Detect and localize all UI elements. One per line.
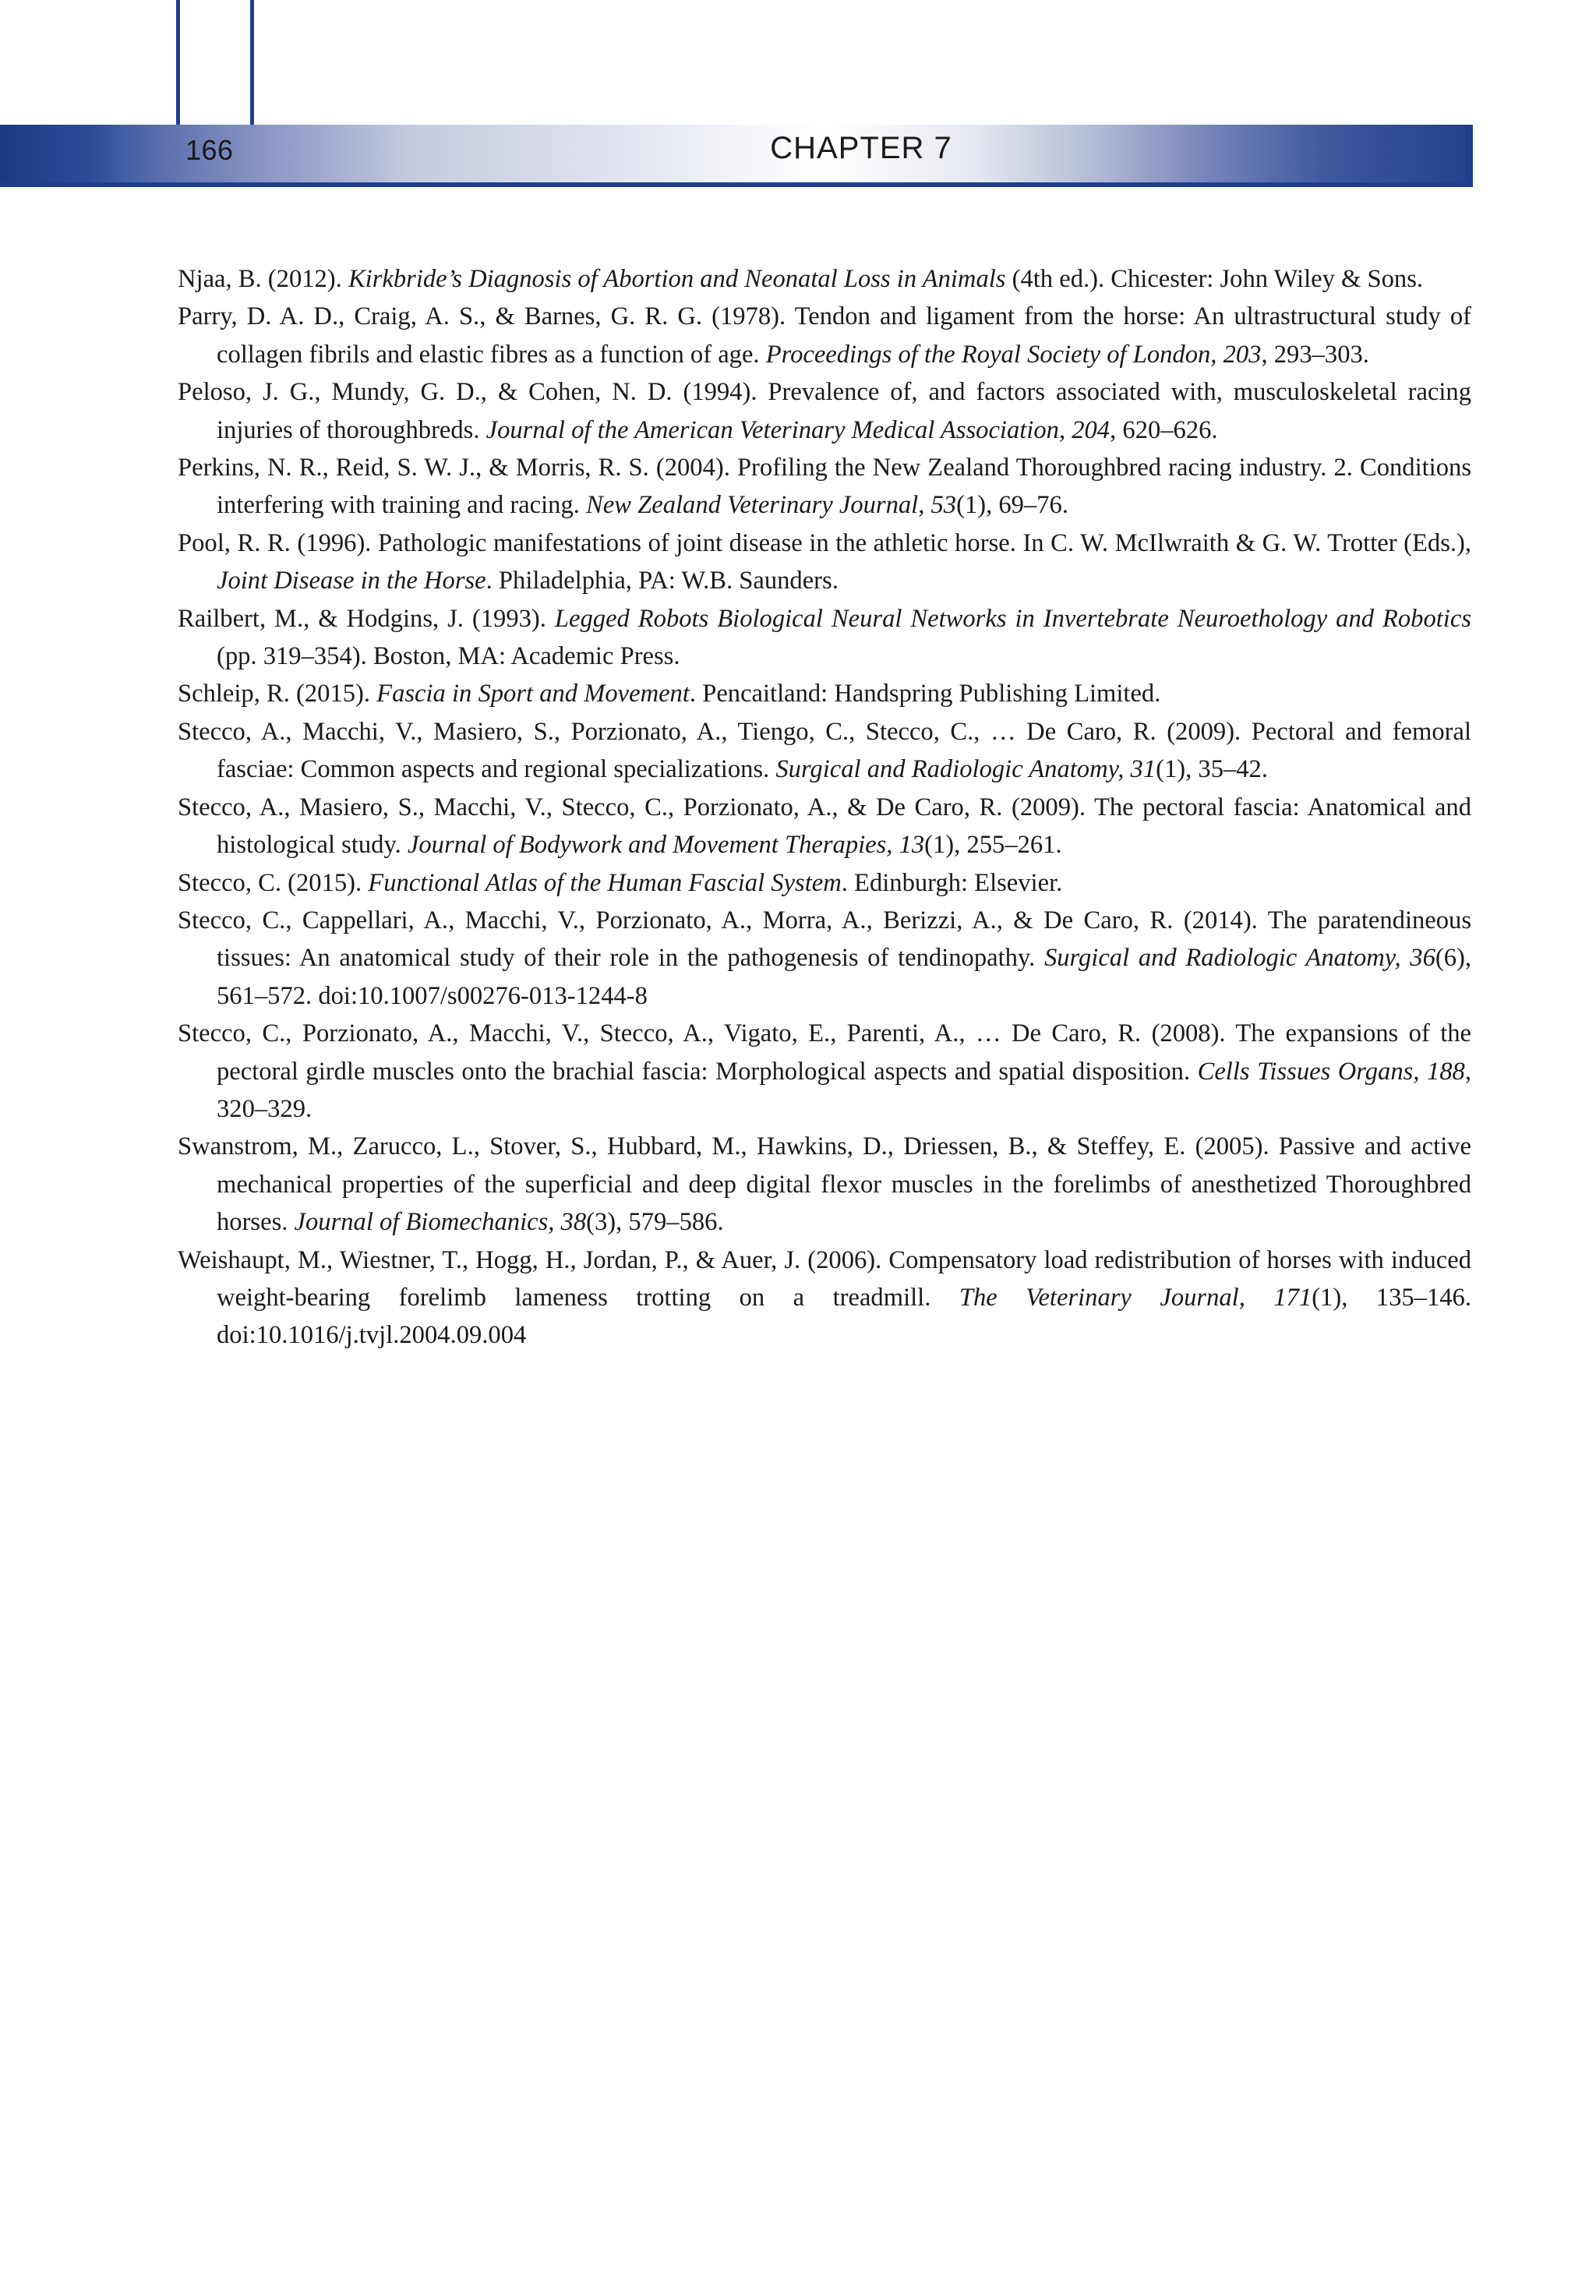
reference-details: (1), 69–76. bbox=[956, 491, 1068, 520]
reference-details: . Pencaitland: Handspring Publishing Limited. bbox=[689, 680, 1161, 708]
reference-title: Tendon and ligament from the horse: An ultrastructural study of collagen fibrils and elastic fibres as a function of age. bbox=[217, 302, 1472, 369]
reference-source: Journal of Bodywork and Movement Therapies, 13 bbox=[407, 831, 925, 860]
reference-authors-year: Pool, R. R. (1996). bbox=[178, 528, 379, 557]
reference-authors-year: Stecco, C. (2015). bbox=[178, 868, 369, 897]
reference-title: The expansions of the pectoral girdle muscles onto the brachial fascia: Morphological aspects and spatial disposition. bbox=[217, 1019, 1472, 1086]
reference-entry bbox=[178, 864, 1471, 902]
reference-title: Pectoral and femoral fasciae: Common aspects and regional specializations. bbox=[217, 717, 1471, 784]
reference-source: Functional Atlas of the Human Fascial System bbox=[368, 868, 842, 897]
reference-entry bbox=[178, 298, 1471, 373]
reference-source: Legged Robots Biological Neural Networks in Invertebrate Neuroethology and Robotics bbox=[554, 604, 1471, 633]
reference-details: . Philadelphia, PA: W.B. Saunders. bbox=[486, 567, 839, 595]
reference-entry bbox=[178, 902, 1471, 1015]
reference-title: Passive and active mechanical properties of the superficial and deep digital flexor muscles in the forelimbs of anesthetized Thoroughbred horses. bbox=[217, 1132, 1471, 1237]
reference-source: Surgical and Radiologic Anatomy, 36 bbox=[1043, 944, 1435, 973]
reference-details: (pp. 319–354). Boston, MA: Academic Press. bbox=[217, 642, 680, 671]
reference-details: , 620–626. bbox=[1110, 415, 1218, 444]
reference-title: The pectoral fascia: Anatomical and histological study. bbox=[217, 793, 1471, 860]
reference-details: (1), 135–146. doi:10.1016/j.tvjl.2004.09.004 bbox=[217, 1283, 1471, 1350]
reference-authors-year: Parry, D. A. D., Craig, A. S., & Barnes, G. R. G. (1978). bbox=[178, 302, 795, 331]
reference-entry bbox=[178, 675, 1471, 712]
reference-source: The Veterinary Journal, 171 bbox=[959, 1283, 1312, 1312]
reference-entry bbox=[178, 1242, 1471, 1355]
reference-authors-year: Stecco, C., Porzionato, A., Macchi, V., Stecco, A., Vigato, E., Parenti, A., … De Caro, R. (2008). bbox=[178, 1019, 1236, 1048]
reference-entry bbox=[178, 260, 1471, 298]
reference-authors-year: Stecco, A., Masiero, S., Macchi, V., Stecco, C., Porzionato, A., & De Caro, R. (2009). bbox=[178, 793, 1094, 821]
reference-authors-year: Stecco, C., Cappellari, A., Macchi, V., Porzionato, A., Morra, A., Berizzi, A., & De Caro, R. (2014). bbox=[178, 906, 1268, 934]
reference-authors-year: Njaa, B. (2012). bbox=[178, 265, 348, 293]
reference-source: Proceedings of the Royal Society of London, 203 bbox=[765, 340, 1262, 369]
reference-entry bbox=[178, 373, 1471, 449]
reference-details: (6), 561–572. doi:10.1007/s00276-013-1244-8 bbox=[217, 944, 1471, 1010]
reference-entry bbox=[178, 600, 1471, 676]
reference-entry bbox=[178, 713, 1471, 789]
reference-source: Fascia in Sport and Movement bbox=[376, 680, 690, 708]
reference-entry bbox=[178, 1128, 1471, 1241]
reference-title: The paratendineous tissues: An anatomical study of their role in the pathogenesis of tendinopathy. bbox=[217, 906, 1471, 973]
reference-source: Journal of the American Veterinary Medical Association, 204 bbox=[486, 415, 1110, 444]
reference-authors-year: Schleip, R. (2015). bbox=[178, 680, 377, 708]
reference-title: Pathologic manifestations of joint disease in the athletic horse. In C. W. McIlwraith & G. W. Trotter (Eds.), bbox=[378, 528, 1472, 557]
reference-source: New Zealand Veterinary Journal, 53 bbox=[586, 491, 957, 520]
reference-entry bbox=[178, 525, 1471, 600]
reference-authors-year: Stecco, A., Macchi, V., Masiero, S., Porzionato, A., Tiengo, C., Stecco, C., … De Caro, R. (2009). bbox=[178, 717, 1252, 746]
reference-source: Kirkbride’s Diagnosis of Abortion and Neonatal Loss in Animals bbox=[348, 265, 1006, 293]
reference-details: (3), 579–586. bbox=[586, 1208, 724, 1237]
reference-details: , 293–303. bbox=[1261, 340, 1369, 369]
margin-rule-left bbox=[176, 0, 180, 132]
reference-entry bbox=[178, 1015, 1471, 1128]
reference-authors-year: Peloso, J. G., Mundy, G. D., & Cohen, N. D. (1994). bbox=[178, 378, 768, 407]
reference-details: (1), 255–261. bbox=[924, 831, 1062, 860]
reference-details: . Edinburgh: Elsevier. bbox=[841, 868, 1063, 897]
reference-list bbox=[178, 260, 1471, 1355]
reference-authors-year: Weishaupt, M., Wiestner, T., Hogg, H., Jordan, P., & Auer, J. (2006). bbox=[178, 1245, 889, 1274]
chapter-title: CHAPTER 7 bbox=[770, 131, 952, 165]
reference-entry bbox=[178, 449, 1471, 525]
reference-authors-year: Railbert, M., & Hodgins, J. (1993). bbox=[178, 604, 555, 633]
reference-title: Prevalence of, and factors associated with, musculoskeletal racing injuries of thoroughbreds. bbox=[217, 378, 1471, 444]
running-header-underline bbox=[0, 182, 1473, 187]
reference-authors-year: Perkins, N. R., Reid, S. W. J., & Morris, R. S. (2004). bbox=[178, 454, 737, 482]
reference-source: Journal of Biomechanics, 38 bbox=[294, 1208, 587, 1237]
reference-title: Profiling the New Zealand Thoroughbred racing industry. 2. Conditions interfering with training and racing. bbox=[217, 454, 1471, 520]
reference-source: Cells Tissues Organs, 188 bbox=[1197, 1057, 1465, 1086]
page-number: 166 bbox=[185, 134, 234, 166]
reference-entry bbox=[178, 789, 1471, 864]
reference-source: Surgical and Radiologic Anatomy, 31 bbox=[775, 755, 1156, 784]
reference-details: (1), 35–42. bbox=[1156, 755, 1268, 784]
reference-details: (4th ed.). Chicester: John Wiley & Sons. bbox=[1005, 265, 1424, 293]
reference-authors-year: Swanstrom, M., Zarucco, L., Stover, S., Hubbard, M., Hawkins, D., Driessen, B., & Steffey, E. (2005). bbox=[178, 1132, 1279, 1161]
reference-source: Joint Disease in the Horse bbox=[217, 567, 486, 595]
reference-details: , 320–329. bbox=[217, 1057, 1471, 1123]
reference-title: Compensatory load redistribution of horses with induced weight-bearing forelimb lameness trotting on a treadmill. bbox=[217, 1245, 1471, 1312]
